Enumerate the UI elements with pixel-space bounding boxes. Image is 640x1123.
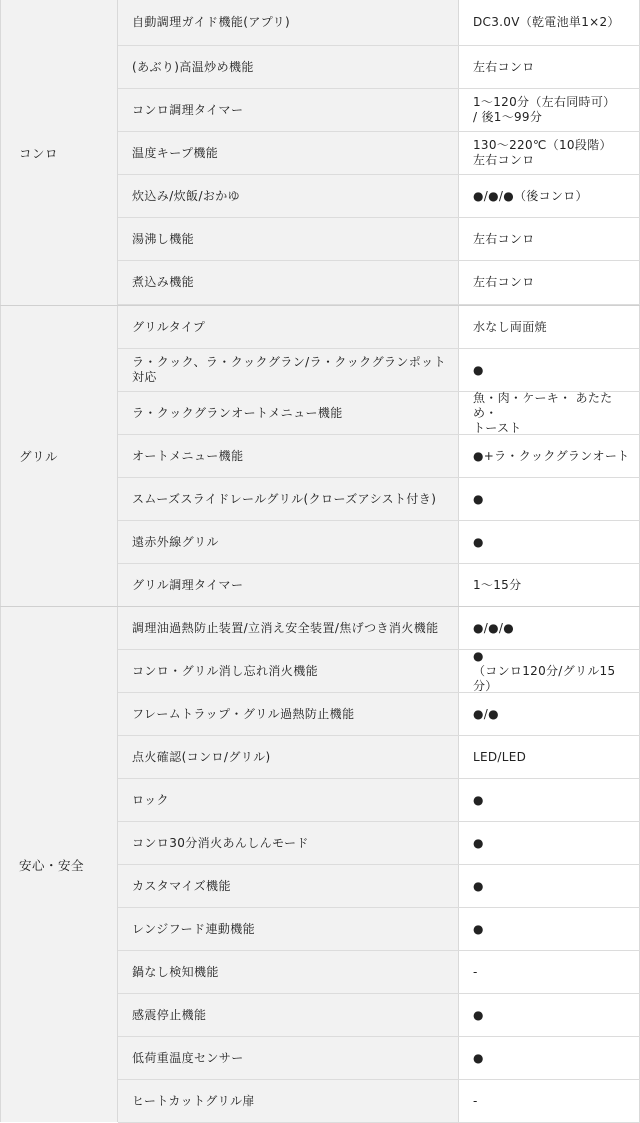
feature-value: - xyxy=(459,1080,640,1122)
feature-value: LED/LED xyxy=(459,736,640,778)
feature-label: スムーズスライドレールグリル(クローズアシスト付き) xyxy=(118,478,459,520)
feature-value: ● xyxy=(459,865,640,907)
feature-label: フレームトラップ・グリル過熱防止機能 xyxy=(118,693,459,735)
feature-value: 1～120分（左右同時可） / 後1～99分 xyxy=(459,89,640,131)
feature-value: ● xyxy=(459,908,640,950)
feature-label: (あぶり)高温炒め機能 xyxy=(118,46,459,88)
feature-label: コンロ30分消火あんしんモード xyxy=(118,822,459,864)
table-row xyxy=(118,392,640,435)
feature-label: グリルタイプ xyxy=(118,306,459,348)
category-label: 安心・安全 xyxy=(0,607,118,1122)
table-row xyxy=(118,865,640,908)
feature-value: DC3.0V（乾電池単1×2） xyxy=(459,0,640,45)
table-row xyxy=(118,650,640,693)
feature-label: 鍋なし検知機能 xyxy=(118,951,459,993)
table-row xyxy=(118,0,640,46)
table-row xyxy=(118,478,640,521)
category-label: コンロ xyxy=(0,0,118,305)
feature-value: ● （コンロ120分/グリル15分） xyxy=(459,650,640,692)
feature-label: 湯沸し機能 xyxy=(118,218,459,260)
table-row xyxy=(118,46,640,89)
table-row xyxy=(118,261,640,305)
table-row xyxy=(118,349,640,392)
feature-value: ● xyxy=(459,1037,640,1079)
feature-label: 感震停止機能 xyxy=(118,994,459,1036)
feature-label: 点火確認(コンロ/グリル) xyxy=(118,736,459,778)
table-row xyxy=(118,435,640,478)
table-row xyxy=(118,218,640,261)
table-row xyxy=(118,1080,640,1123)
feature-value: - xyxy=(459,951,640,993)
feature-label: ヒートカットグリル扉 xyxy=(118,1080,459,1122)
table-row xyxy=(118,564,640,607)
feature-label: カスタマイズ機能 xyxy=(118,865,459,907)
feature-value: ●/● xyxy=(459,693,640,735)
table-row xyxy=(118,1037,640,1080)
feature-value: ● xyxy=(459,779,640,821)
table-row xyxy=(118,908,640,951)
feature-label: 調理油過熱防止装置/立消え安全装置/焦げつき消火機能 xyxy=(118,607,459,649)
table-row xyxy=(118,822,640,865)
feature-value: ●/●/● xyxy=(459,607,640,649)
feature-value: ● xyxy=(459,349,640,391)
table-row xyxy=(118,89,640,132)
table-row xyxy=(118,779,640,822)
feature-label: 低荷重温度センサー xyxy=(118,1037,459,1079)
feature-value: 左右コンロ xyxy=(459,46,640,88)
table-row xyxy=(118,306,640,349)
feature-value: 1～15分 xyxy=(459,564,640,606)
feature-label: レンジフード連動機能 xyxy=(118,908,459,950)
feature-label: 煮込み機能 xyxy=(118,261,459,304)
feature-label: ラ・クックグランオートメニュー機能 xyxy=(118,392,459,434)
table-row xyxy=(118,736,640,779)
feature-value: ● xyxy=(459,478,640,520)
feature-label: 炊込み/炊飯/おかゆ xyxy=(118,175,459,217)
feature-label: グリル調理タイマー xyxy=(118,564,459,606)
feature-label: 温度キープ機能 xyxy=(118,132,459,174)
feature-value: 左右コンロ xyxy=(459,218,640,260)
spec-group xyxy=(0,606,640,1122)
feature-value: 130～220℃（10段階） 左右コンロ xyxy=(459,132,640,174)
feature-value: 水なし両面焼 xyxy=(459,306,640,348)
spec-group xyxy=(0,0,640,305)
spec-group xyxy=(0,305,640,606)
feature-label: ラ・クック、ラ・クックグラン/ラ・クックグランポット対応 xyxy=(118,349,459,391)
table-row xyxy=(118,951,640,994)
feature-value: 魚・肉・ケーキ・ あたため・ トースト xyxy=(459,392,640,434)
feature-value: ● xyxy=(459,521,640,563)
feature-label: ロック xyxy=(118,779,459,821)
table-row xyxy=(118,132,640,175)
table-row xyxy=(118,994,640,1037)
category-label: グリル xyxy=(0,306,118,606)
feature-value: 左右コンロ xyxy=(459,261,640,304)
feature-label: コンロ・グリル消し忘れ消火機能 xyxy=(118,650,459,692)
table-row xyxy=(118,693,640,736)
feature-value: ● xyxy=(459,822,640,864)
feature-value: ●+ラ・クックグランオート xyxy=(459,435,640,477)
feature-value: ● xyxy=(459,994,640,1036)
feature-label: 自動調理ガイド機能(アプリ) xyxy=(118,0,459,45)
feature-value: ●/●/●（後コンロ） xyxy=(459,175,640,217)
table-row xyxy=(118,521,640,564)
table-row xyxy=(118,175,640,218)
feature-label: コンロ調理タイマー xyxy=(118,89,459,131)
feature-label: 遠赤外線グリル xyxy=(118,521,459,563)
feature-label: オートメニュー機能 xyxy=(118,435,459,477)
table-row xyxy=(118,607,640,650)
